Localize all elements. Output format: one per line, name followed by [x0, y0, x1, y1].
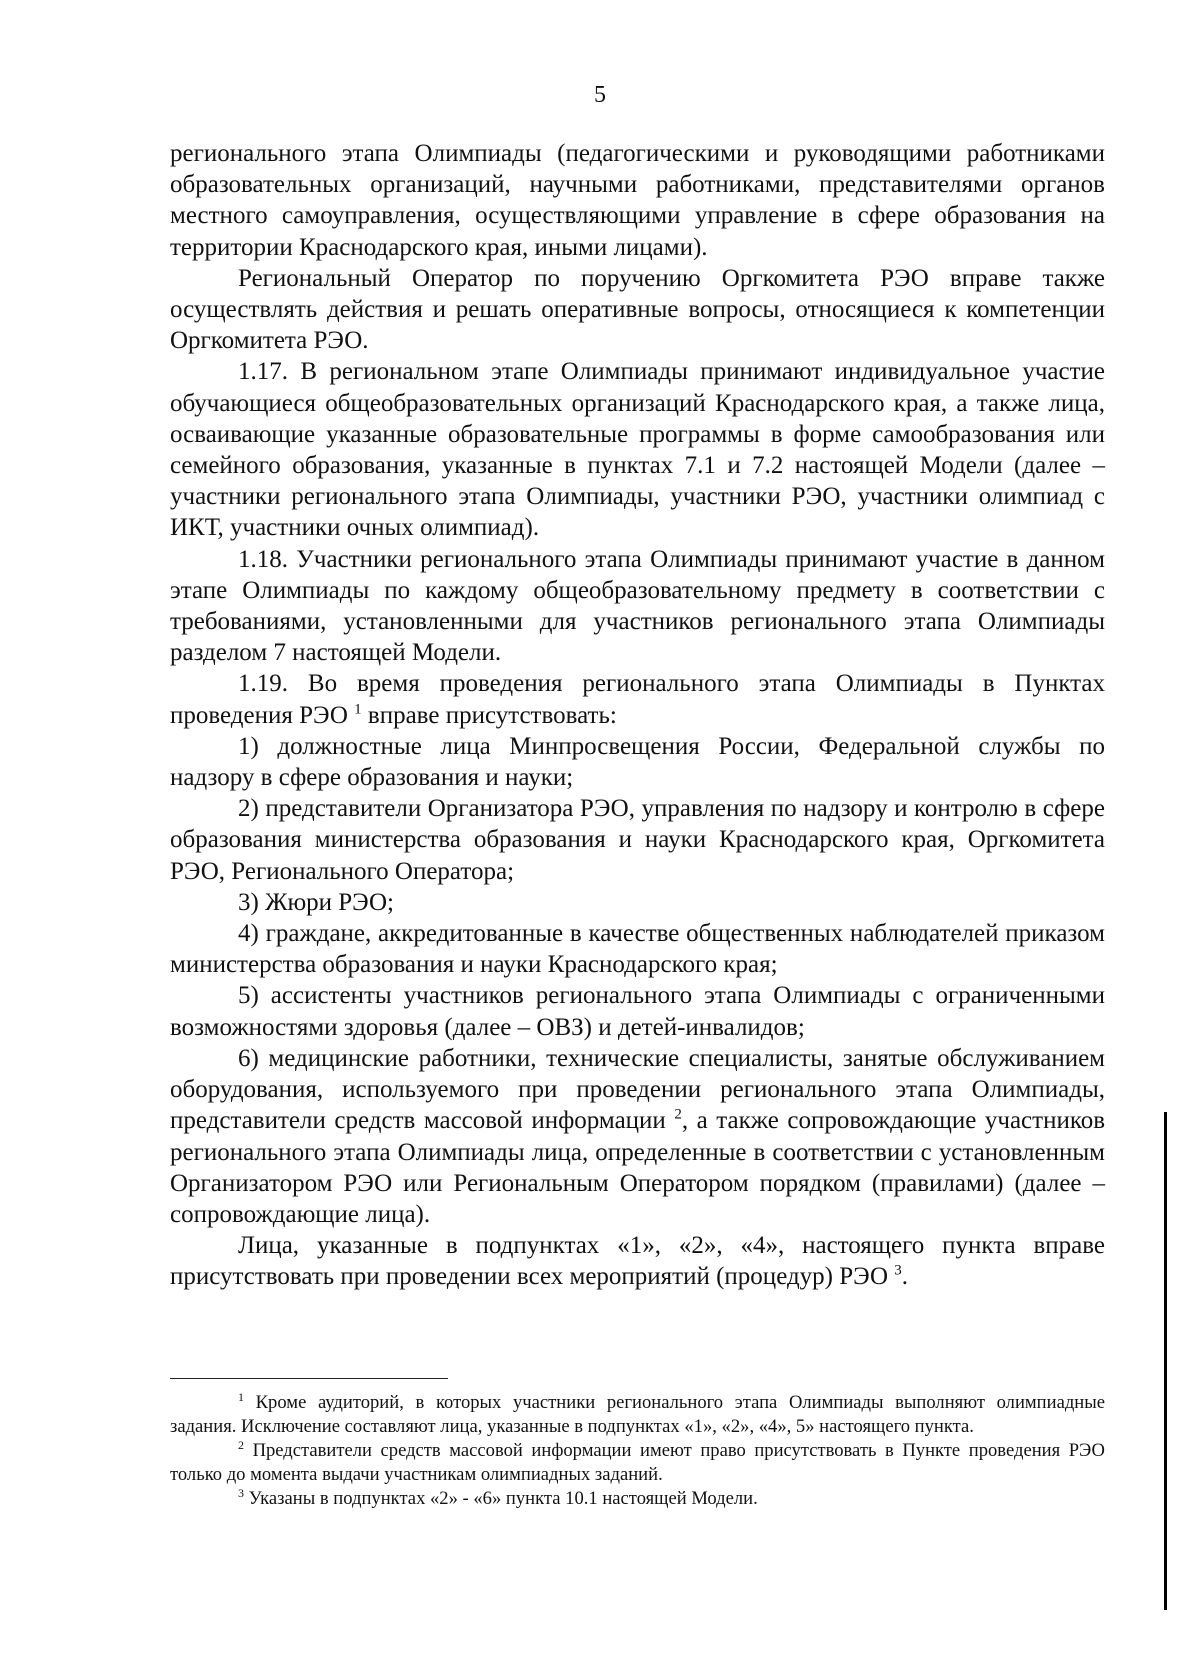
footnote-mark-3: 3: [238, 1485, 244, 1500]
list-item-5: 5) ассистенты участников регионального этапа Олимпиады с ограниченными возможностями здоровья (далее – ОВЗ) и детей-инвалидов;: [170, 982, 1105, 1041]
footnote-text-1: Кроме аудиторий, в которых участники регионального этапа Олимпиады выполняют олимпиадные задания. Исключение составляют лица, указанные в подпунктах «1», «2», «4», 5» настоящего пункта.: [170, 1392, 1105, 1437]
footnotes: [170, 1391, 1105, 1511]
list-item-1: 1) должностные лица Минпросвещения России, Федеральной службы по надзору в сфере образования и науки;: [170, 732, 1105, 792]
footnote-text-2: Представители средств массовой информации имеют право присутствовать в Пункте проведения РЭО только до момента выдачи участникам олимпиадных заданий.: [170, 1440, 1105, 1485]
page-number: 5: [594, 82, 606, 108]
footnote-3: [170, 1487, 1105, 1511]
footnote-2: [170, 1439, 1105, 1487]
footnote-separator: [170, 1378, 448, 1379]
paragraph-final-end: .: [901, 1263, 909, 1291]
footnote-1: [170, 1391, 1105, 1439]
list-item-4: 4) граждане, аккредитованные в качестве общественных наблюдателей приказом министерства образования и науки Краснодарского края;: [170, 920, 1105, 979]
list-item-6-text: 6) медицинские работники, технические специалисты, занятые обслуживанием оборудования, используемого при проведении регионального этапа Олимпиады, представители средств массовой информации: [170, 1044, 1105, 1135]
footnote-ref-1: 1: [354, 701, 362, 718]
document-body: [170, 138, 1105, 1293]
footnote-mark-1: 1: [238, 1389, 244, 1404]
list-item-3: 3) Жюри РЭО;: [238, 888, 394, 916]
footnote-ref-2: 2: [674, 1106, 682, 1123]
footnote-mark-2: 2: [238, 1437, 244, 1452]
paragraph-final: [170, 1230, 1105, 1292]
footnote-ref-3: 3: [894, 1262, 902, 1279]
list-item-6-tail: , а также сопровождающие участников регионального этапа Олимпиады лица, определенные в соответствии с установленным Организатором РЭО или Региональным Оператором порядком (правилами) (далее – сопровождающие лица).: [170, 1107, 1106, 1228]
paragraph-1-18: 1.18. Участники регионального этапа Олимпиады принимают участие в данном этапе Олимпиады по каждому общеобразовательному предмету в соответствии с требованиями, установленными для участников регионального этапа Олимпиады разделом 7 настоящей Модели.: [170, 545, 1105, 667]
paragraph-1-19-tail: вправе присутствовать:: [361, 701, 617, 729]
footnote-text-3: Указаны в подпунктах «2» - «6» пункта 10.1 настоящей Модели.: [244, 1488, 758, 1509]
paragraph-1-19-text: 1.19. Во время проведения регионального этапа Олимпиады в Пунктах проведения РЭО: [170, 670, 1105, 729]
list-item-2: 2) представители Организатора РЭО, управления по надзору и контролю в сфере образования министерства образования и науки Краснодарского края, Оргкомитета РЭО, Регионального Оператора;: [170, 795, 1105, 885]
paragraph-regional-operator: Региональный Оператор по поручению Оргкомитета РЭО вправе также осуществлять действия и решать оперативные вопросы, относящиеся к компетенции Оргкомитета РЭО.: [170, 264, 1105, 355]
scan-edge-line: [1164, 1112, 1167, 1610]
paragraph-1-19: [170, 668, 1105, 730]
paragraph-1-17: 1.17. В региональном этапе Олимпиады принимают индивидуальное участие обучающиеся общеобразовательных организаций Краснодарского края, а также лица, осваивающие указанные образовательные программы в форме самообразования или семейного образования, указанные в пунктах 7.1 и 7.2 настоящей Модели (далее – участники регионального этапа Олимпиады, участники РЭО, участники олимпиад с ИКТ, участники очных олимпиад).: [170, 358, 1105, 542]
paragraph-final-text: Лица, указанные в подпунктах «1», «2», «4», настоящего пункта вправе присутствовать при проведении всех мероприятий (процедур) РЭО: [170, 1232, 1105, 1291]
list-item-6: [170, 1043, 1105, 1230]
paragraph-continuation: регионального этапа Олимпиады (педагогическими и руководящими работниками образовательных организаций, научными работниками, представителями органов местного самоуправления, осуществляющими управление в сфере образования на территории Краснодарского края, иными лицами).: [170, 140, 1105, 261]
